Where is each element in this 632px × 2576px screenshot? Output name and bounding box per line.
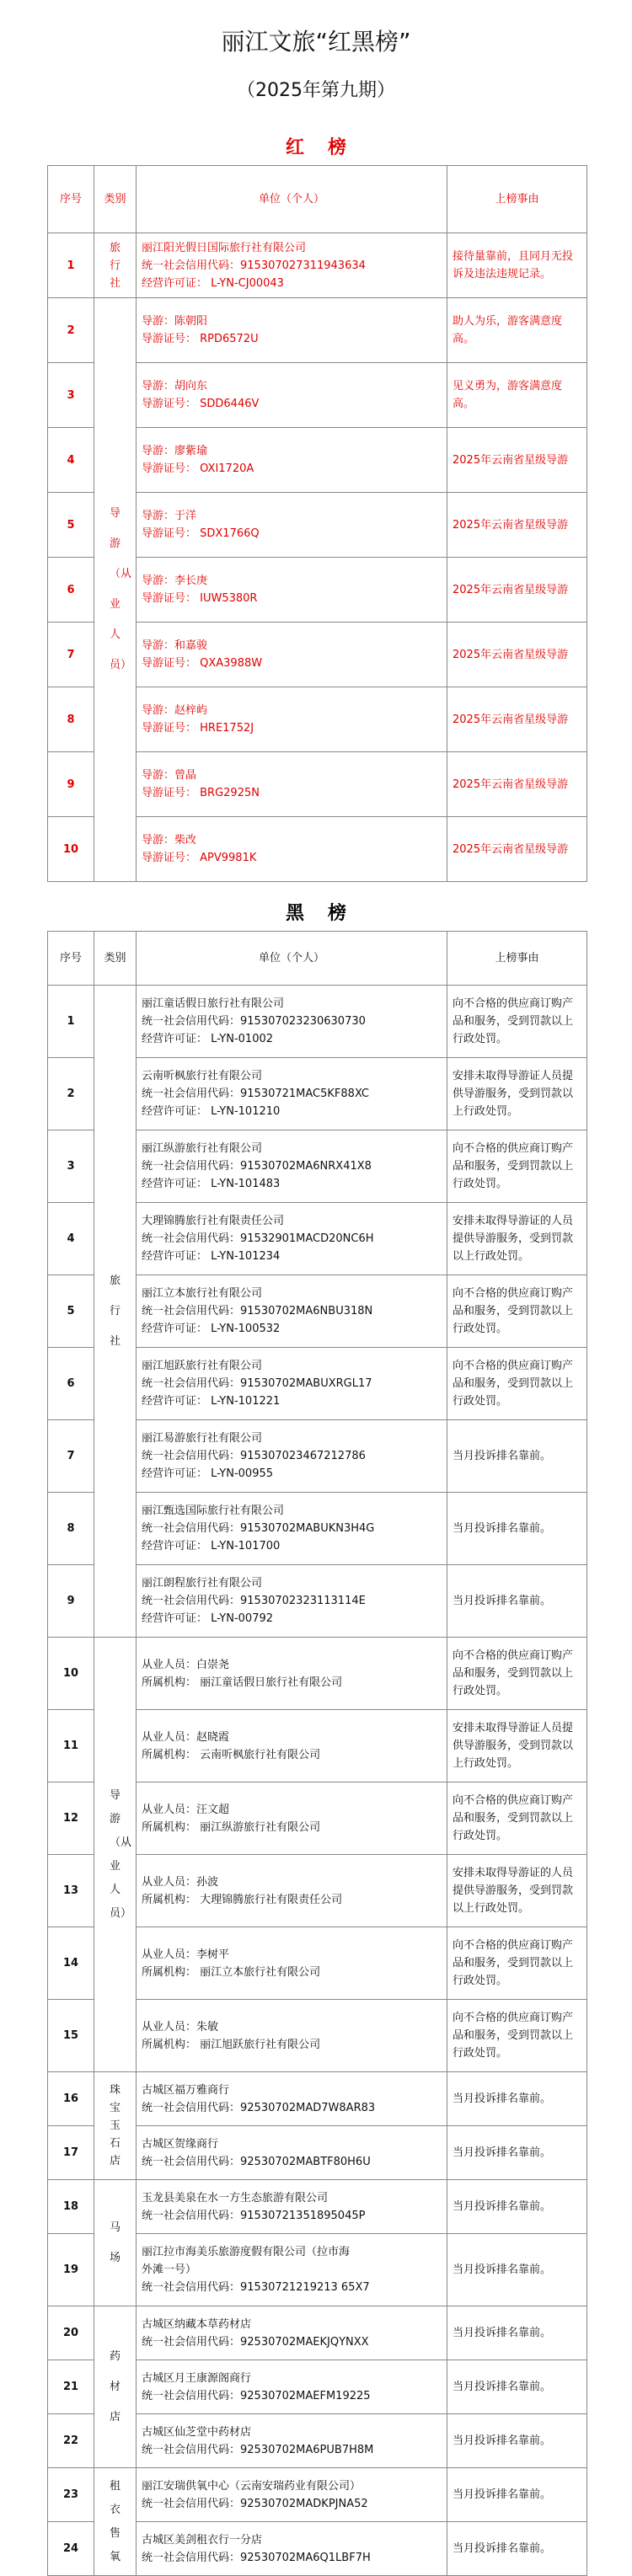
reason-cell xyxy=(447,2126,587,2180)
category-label: 珠宝玉石店 xyxy=(110,2084,121,2167)
unit-line: 统一社会信用代码：92530702MA6Q1LBF7H xyxy=(142,2551,371,2564)
reason-cell xyxy=(447,1927,587,2000)
listing-reason: 当月投诉排名靠前。 xyxy=(453,2542,552,2555)
red-row xyxy=(48,298,587,363)
unit-cell xyxy=(137,2180,447,2234)
row-number: 8 xyxy=(48,687,94,752)
reason-cell xyxy=(447,493,587,558)
listing-reason: 2025年云南省星级导游 xyxy=(453,583,569,596)
listing-reason: 安排未取得导游证人员提供导游服务，受到罚款以上行政处罚。 xyxy=(453,1070,574,1118)
row-number: 1 xyxy=(48,986,94,1058)
unit-cell xyxy=(137,2522,447,2576)
reason-cell xyxy=(447,2180,587,2234)
row-number: 18 xyxy=(48,2180,94,2234)
unit-line: 古城区月王康源阁商行 xyxy=(142,2371,252,2385)
unit-cell xyxy=(137,623,447,687)
category-cell xyxy=(94,986,137,1638)
reason-cell xyxy=(447,2468,587,2522)
unit-line: 古城区贺缘商行 xyxy=(142,2137,219,2151)
unit-line: 所属机构： 云南听枫旅行社有限公司 xyxy=(142,1748,321,1761)
category-label: 旅行社 xyxy=(110,241,121,290)
unit-line: 古城区纳藏本草药材店 xyxy=(142,2317,252,2331)
unit-line: 导游：李长庚 xyxy=(142,575,208,587)
unit-line: 导游：赵梓屿 xyxy=(142,704,208,717)
unit-line: 从业人员：李树平 xyxy=(142,1948,230,1961)
unit-cell xyxy=(137,298,447,363)
unit-line: 导游证号： QXA3988W xyxy=(142,657,263,670)
row-number: 14 xyxy=(48,1927,94,2000)
red-list-table xyxy=(47,165,587,882)
black-row xyxy=(48,2306,587,2360)
unit-line: 所属机构： 丽江旭跃旅行社有限公司 xyxy=(142,2038,321,2051)
row-number: 7 xyxy=(48,623,94,687)
unit-line: 统一社会信用代码：915307023230630730 xyxy=(142,1015,366,1028)
unit-line: 导游：曾晶 xyxy=(142,769,197,782)
unit-line: 古城区仙芝堂中药材店 xyxy=(142,2425,252,2439)
reason-cell xyxy=(447,1638,587,1710)
row-number: 10 xyxy=(48,1638,94,1710)
listing-reason: 当月投诉排名靠前。 xyxy=(453,2146,552,2159)
unit-line: 经营许可证： L-YN-101483 xyxy=(142,1178,281,1190)
unit-line: 导游：廖紫瑜 xyxy=(142,445,208,457)
unit-line: 导游证号： OXI1720A xyxy=(142,462,254,475)
unit-line: 外滩一号） xyxy=(142,2263,197,2276)
unit-line: 丽江立本旅行社有限公司 xyxy=(142,1287,263,1300)
listing-reason: 见义勇为，游客满意度高。 xyxy=(453,380,563,410)
unit-cell xyxy=(137,493,447,558)
unit-cell xyxy=(137,817,447,882)
unit-line: 导游：胡向东 xyxy=(142,380,208,393)
unit-line: 经营许可证： L-YN-101221 xyxy=(142,1395,281,1408)
listing-reason: 安排未取得导游证人员提供导游服务，受到罚款以上行政处罚。 xyxy=(453,1722,574,1770)
unit-line: 古城区福万雅商行 xyxy=(142,2083,230,2097)
unit-cell xyxy=(137,1420,447,1493)
row-number: 15 xyxy=(48,2000,94,2072)
black-row xyxy=(48,986,587,1058)
listing-reason: 2025年云南省星级导游 xyxy=(453,453,569,467)
unit-cell xyxy=(137,363,447,428)
listing-reason: 安排未取得导游证的人员提供导游服务，受到罚款以上行政处罚。 xyxy=(453,1867,574,1915)
header-reason: 上榜事由 xyxy=(447,166,587,233)
red-table-header xyxy=(48,166,587,233)
listing-reason: 助人为乐，游客满意度高。 xyxy=(453,315,563,345)
listing-reason: 向不合格的供应商订购产品和服务，受到罚款以上行政处罚。 xyxy=(453,1287,574,1335)
category-cell xyxy=(94,2468,137,2576)
listing-reason: 向不合格的供应商订购产品和服务，受到罚款以上行政处罚。 xyxy=(453,1794,574,1842)
listing-reason: 安排未取得导游证的人员提供导游服务，受到罚款以上行政处罚。 xyxy=(453,1215,574,1263)
black-row xyxy=(48,2468,587,2522)
reason-cell xyxy=(447,2522,587,2576)
row-number: 6 xyxy=(48,1348,94,1420)
issue-subtitle: （2025年第九期） xyxy=(237,80,395,101)
header-unit: 单位（个人） xyxy=(137,932,447,986)
red-list-body xyxy=(48,166,587,882)
category-label: 马场 xyxy=(110,2221,121,2264)
reason-cell xyxy=(447,2000,587,2072)
category-cell xyxy=(94,1638,137,2072)
unit-cell xyxy=(137,1855,447,1927)
unit-line: 统一社会信用代码：91530721MAC5KF88XC xyxy=(142,1088,369,1100)
unit-line: 丽江甄选国际旅行社有限公司 xyxy=(142,1504,285,1517)
row-number: 8 xyxy=(48,1493,94,1565)
unit-line: 从业人员：白崇尧 xyxy=(142,1658,230,1671)
reason-cell xyxy=(447,623,587,687)
unit-cell xyxy=(137,558,447,623)
unit-cell xyxy=(137,986,447,1058)
unit-cell xyxy=(137,1275,447,1348)
unit-cell xyxy=(137,752,447,817)
unit-line: 统一社会信用代码：91530702MA6NBU318N xyxy=(142,1305,373,1317)
listing-reason: 接待量靠前，且同月无投诉及违法违规记录。 xyxy=(453,250,574,281)
unit-line: 统一社会信用代码：92530702MADKPJNA52 xyxy=(142,2497,368,2510)
row-number: 2 xyxy=(48,1058,94,1130)
row-number: 23 xyxy=(48,2468,94,2522)
reason-cell xyxy=(447,233,587,298)
reason-cell xyxy=(447,1782,587,1855)
unit-line: 从业人员：朱敏 xyxy=(142,2020,219,2034)
category-label: 导游（从业人员） xyxy=(110,507,132,671)
unit-line: 大理锦腾旅行社有限责任公司 xyxy=(142,1215,285,1227)
unit-line: 丽江旭跃旅行社有限公司 xyxy=(142,1360,263,1372)
header-unit: 单位（个人） xyxy=(137,166,447,233)
unit-cell xyxy=(137,2306,447,2360)
red-list-heading: 红榜 xyxy=(285,137,370,158)
header-no: 序号 xyxy=(48,166,94,233)
category-cell xyxy=(94,2306,137,2468)
header-no: 序号 xyxy=(48,932,94,986)
reason-cell xyxy=(447,986,587,1058)
reason-cell xyxy=(447,363,587,428)
unit-line: 导游证号： IUW5380R xyxy=(142,592,258,605)
unit-line: 经营许可证： L-YN-101700 xyxy=(142,1540,281,1553)
row-number: 3 xyxy=(48,363,94,428)
unit-line: 导游证号： RPD6572U xyxy=(142,333,259,345)
black-table-header xyxy=(48,932,587,986)
unit-cell xyxy=(137,2360,447,2414)
unit-line: 丽江阳光假日国际旅行社有限公司 xyxy=(142,241,307,254)
row-number: 5 xyxy=(48,493,94,558)
unit-cell xyxy=(137,1565,447,1638)
unit-line: 统一社会信用代码：92530702MA6PUB7H8M xyxy=(142,2443,374,2456)
unit-cell xyxy=(137,1638,447,1710)
listing-reason: 向不合格的供应商订购产品和服务，受到罚款以上行政处罚。 xyxy=(453,1939,574,1987)
unit-cell xyxy=(137,2234,447,2306)
unit-cell xyxy=(137,1203,447,1275)
listing-reason: 2025年云南省星级导游 xyxy=(453,648,569,661)
reason-cell xyxy=(447,2306,587,2360)
unit-line: 统一社会信用代码：92530702MAEKJQYNXX xyxy=(142,2335,369,2349)
unit-line: 古城区美剑租衣行一分店 xyxy=(142,2533,263,2547)
header-reason: 上榜事由 xyxy=(447,932,587,986)
reason-cell xyxy=(447,1565,587,1638)
reason-cell xyxy=(447,558,587,623)
unit-cell xyxy=(137,428,447,493)
listing-reason: 当月投诉排名靠前。 xyxy=(453,2381,552,2393)
unit-line: 经营许可证： L-YN-101234 xyxy=(142,1250,281,1263)
header-category: 类别 xyxy=(94,932,137,986)
category-cell xyxy=(94,2072,137,2180)
reason-cell xyxy=(447,2234,587,2306)
reason-cell xyxy=(447,1203,587,1275)
unit-line: 经营许可证： L-YN-101210 xyxy=(142,1105,281,1118)
listing-reason: 向不合格的供应商订购产品和服务，受到罚款以上行政处罚。 xyxy=(453,1360,574,1408)
unit-line: 导游：和嘉骏 xyxy=(142,639,208,652)
listing-reason: 2025年云南省星级导游 xyxy=(453,778,569,791)
unit-line: 统一社会信用代码：92530702MAEFM19225 xyxy=(142,2389,371,2402)
unit-line: 所属机构： 丽江立本旅行社有限公司 xyxy=(142,1965,321,1979)
row-number: 12 xyxy=(48,1782,94,1855)
unit-line: 统一社会信用代码：915307023467212786 xyxy=(142,1450,366,1462)
listing-reason: 当月投诉排名靠前。 xyxy=(453,1595,552,1607)
unit-line: 导游：于洋 xyxy=(142,510,197,522)
unit-line: 导游：陈朝阳 xyxy=(142,315,208,328)
unit-line: 云南听枫旅行社有限公司 xyxy=(142,1070,263,1082)
unit-cell xyxy=(137,1782,447,1855)
listing-reason: 当月投诉排名靠前。 xyxy=(453,2200,552,2213)
unit-line: 导游证号： APV9981K xyxy=(142,852,257,864)
reason-cell xyxy=(447,752,587,817)
category-label: 药材店 xyxy=(110,2349,121,2424)
unit-line: 导游证号： SDD6446V xyxy=(142,398,260,410)
reason-cell xyxy=(447,1275,587,1348)
unit-line: 导游证号： HRE1752J xyxy=(142,722,254,735)
unit-cell xyxy=(137,1493,447,1565)
unit-line: 丽江朗程旅行社有限公司 xyxy=(142,1577,263,1590)
unit-line: 导游：柴改 xyxy=(142,834,197,847)
listing-reason: 当月投诉排名靠前。 xyxy=(453,2092,552,2105)
row-number: 22 xyxy=(48,2414,94,2468)
row-number: 2 xyxy=(48,298,94,363)
unit-line: 统一社会信用代码：91530702MABUXRGL17 xyxy=(142,1377,372,1390)
reason-cell xyxy=(447,687,587,752)
listing-reason: 当月投诉排名靠前。 xyxy=(453,2263,552,2276)
row-number: 9 xyxy=(48,752,94,817)
row-number: 11 xyxy=(48,1710,94,1782)
category-cell xyxy=(94,2180,137,2306)
reason-cell xyxy=(447,1420,587,1493)
black-list-table xyxy=(47,931,587,2576)
category-cell xyxy=(94,298,137,882)
unit-line: 统一社会信用代码：91530702MA6NRX41X8 xyxy=(142,1160,372,1173)
row-number: 7 xyxy=(48,1420,94,1493)
listing-reason: 当月投诉排名靠前。 xyxy=(453,1450,552,1462)
unit-cell xyxy=(137,2072,447,2126)
reason-cell xyxy=(447,1855,587,1927)
unit-cell xyxy=(137,2000,447,2072)
unit-line: 丽江纵游旅行社有限公司 xyxy=(142,1142,263,1155)
listing-reason: 向不合格的供应商订购产品和服务，受到罚款以上行政处罚。 xyxy=(453,1649,574,1697)
unit-line: 统一社会信用代码：91530702MABUKN3H4G xyxy=(142,1522,375,1535)
black-row xyxy=(48,1638,587,1710)
unit-line: 从业人员：孙波 xyxy=(142,1875,219,1889)
unit-line: 统一社会信用代码：915307027311943634 xyxy=(142,259,366,272)
row-number: 21 xyxy=(48,2360,94,2414)
row-number: 9 xyxy=(48,1565,94,1638)
reason-cell xyxy=(447,817,587,882)
listing-reason: 2025年云南省星级导游 xyxy=(453,518,569,532)
unit-cell xyxy=(137,687,447,752)
listing-reason: 当月投诉排名靠前。 xyxy=(453,2488,552,2501)
unit-line: 所属机构： 大理锦腾旅行社有限责任公司 xyxy=(142,1893,343,1906)
row-number: 17 xyxy=(48,2126,94,2180)
unit-line: 丽江拉市海美乐旅游度假有限公司（拉市海 xyxy=(142,2246,351,2258)
unit-cell xyxy=(137,233,447,298)
row-number: 6 xyxy=(48,558,94,623)
category-label: 旅行社 xyxy=(110,1274,121,1348)
black-row xyxy=(48,2180,587,2234)
row-number: 1 xyxy=(48,233,94,298)
category-cell xyxy=(94,233,137,298)
reason-cell xyxy=(447,1493,587,1565)
row-number: 3 xyxy=(48,1130,94,1203)
reason-cell xyxy=(447,1058,587,1130)
unit-cell xyxy=(137,1710,447,1782)
row-number: 4 xyxy=(48,1203,94,1275)
row-number: 20 xyxy=(48,2306,94,2360)
reason-cell xyxy=(447,428,587,493)
unit-line: 经营许可证： L-YN-CJ00043 xyxy=(142,276,284,290)
listing-reason: 当月投诉排名靠前。 xyxy=(453,2434,552,2447)
listing-reason: 向不合格的供应商订购产品和服务，受到罚款以上行政处罚。 xyxy=(453,1142,574,1190)
unit-line: 从业人员：赵晓霞 xyxy=(142,1730,230,1744)
unit-line: 导游证号： SDX1766Q xyxy=(142,527,260,540)
listing-reason: 当月投诉排名靠前。 xyxy=(453,2327,552,2339)
unit-line: 统一社会信用代码：91530721351895045P xyxy=(142,2209,366,2222)
unit-line: 从业人员：汪文超 xyxy=(142,1803,230,1816)
row-number: 5 xyxy=(48,1275,94,1348)
unit-cell xyxy=(137,1058,447,1130)
category-label: 导游（从业人员） xyxy=(110,1788,132,1920)
row-number: 16 xyxy=(48,2072,94,2126)
listing-reason: 2025年云南省星级导游 xyxy=(453,842,569,856)
reason-cell xyxy=(447,1710,587,1782)
category-label: 租衣售氧 xyxy=(110,2479,121,2563)
black-list-body xyxy=(48,932,587,2576)
reason-cell xyxy=(447,298,587,363)
unit-line: 所属机构： 丽江纵游旅行社有限公司 xyxy=(142,1820,321,1834)
listing-reason: 向不合格的供应商订购产品和服务，受到罚款以上行政处罚。 xyxy=(453,2012,574,2060)
unit-line: 统一社会信用代码：91530721219213 65X7 xyxy=(142,2281,370,2294)
unit-line: 统一社会信用代码：91532901MACD20NC6H xyxy=(142,1232,374,1245)
unit-cell xyxy=(137,2414,447,2468)
unit-line: 导游证号： BRG2925N xyxy=(142,787,260,799)
unit-cell xyxy=(137,1130,447,1203)
page-title: 丽江文旅“红黑榜” xyxy=(221,28,411,56)
header-category: 类别 xyxy=(94,166,137,233)
reason-cell xyxy=(447,1348,587,1420)
unit-line: 统一社会信用代码：91530702323113114E xyxy=(142,1595,366,1607)
reason-cell xyxy=(447,1130,587,1203)
unit-line: 统一社会信用代码：92530702MABTF80H6U xyxy=(142,2155,371,2168)
reason-cell xyxy=(447,2360,587,2414)
black-row xyxy=(48,2072,587,2126)
listing-reason: 2025年云南省星级导游 xyxy=(453,713,569,726)
row-number: 10 xyxy=(48,817,94,882)
unit-line: 统一社会信用代码：92530702MAD7W8AR83 xyxy=(142,2101,376,2114)
unit-line: 经营许可证： L-YN-00792 xyxy=(142,1612,274,1625)
row-number: 13 xyxy=(48,1855,94,1927)
red-row xyxy=(48,233,587,298)
unit-cell xyxy=(137,2468,447,2522)
unit-line: 丽江安瑞供氧中心（云南安瑞药业有限公司） xyxy=(142,2479,362,2493)
unit-line: 经营许可证： L-YN-01002 xyxy=(142,1033,274,1045)
unit-line: 所属机构： 丽江童话假日旅行社有限公司 xyxy=(142,1675,343,1689)
reason-cell xyxy=(447,2414,587,2468)
unit-line: 经营许可证： L-YN-100532 xyxy=(142,1323,281,1335)
unit-cell xyxy=(137,1927,447,2000)
unit-cell xyxy=(137,1348,447,1420)
row-number: 19 xyxy=(48,2234,94,2306)
unit-cell xyxy=(137,2126,447,2180)
unit-line: 玉龙县美泉在水一方生态旅游有限公司 xyxy=(142,2191,329,2205)
reason-cell xyxy=(447,2072,587,2126)
row-number: 24 xyxy=(48,2522,94,2576)
unit-line: 丽江易游旅行社有限公司 xyxy=(142,1432,263,1445)
unit-line: 丽江童话假日旅行社有限公司 xyxy=(142,997,285,1010)
row-number: 4 xyxy=(48,428,94,493)
listing-reason: 当月投诉排名靠前。 xyxy=(453,1522,552,1535)
black-list-heading: 黑榜 xyxy=(285,903,370,924)
listing-reason: 向不合格的供应商订购产品和服务，受到罚款以上行政处罚。 xyxy=(453,997,574,1045)
unit-line: 经营许可证： L-YN-00955 xyxy=(142,1467,274,1480)
